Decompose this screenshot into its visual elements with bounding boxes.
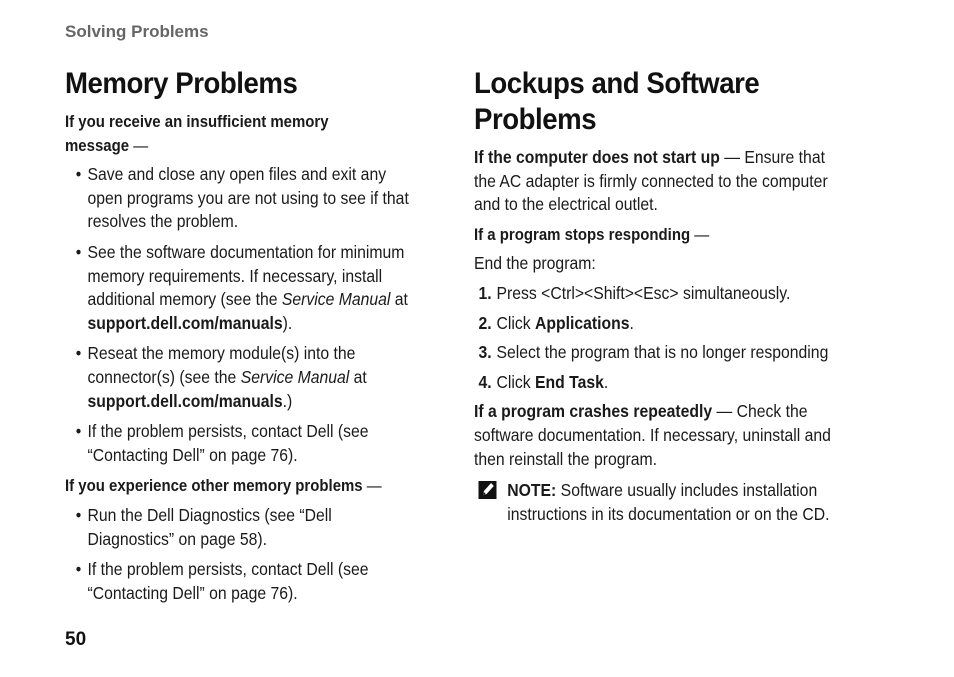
service-manual-ref: Service Manual (240, 366, 350, 387)
bullet-icon: • (75, 559, 82, 580)
bullet-icon: • (75, 343, 82, 364)
lockups-title (474, 66, 842, 138)
page-number: 50 (65, 629, 87, 650)
bullet-text: ). (282, 312, 293, 333)
steps-list (474, 282, 834, 394)
step-item (474, 282, 834, 306)
other-memory-subhead (65, 474, 408, 498)
step-number: 3. (478, 342, 492, 363)
bullet-text: Run the Dell Diagnostics (see “Dell Diagnostics” on page 58). (87, 504, 332, 549)
step-number: 1. (478, 282, 492, 303)
list-item (65, 504, 416, 551)
support-url-link[interactable]: support.dell.com/manuals (87, 390, 283, 411)
note-pencil-icon (479, 481, 497, 499)
step-text-end: . (629, 312, 634, 333)
insufficient-memory-subhead (65, 110, 408, 157)
lockups-column (474, 66, 874, 526)
step-item (474, 371, 834, 395)
memory-problems-column (65, 66, 455, 612)
list-item (65, 558, 416, 605)
bullet-text: at (349, 366, 367, 387)
bullet-icon: • (75, 421, 82, 442)
bullet-icon: • (75, 241, 82, 262)
bullet-text: If the problem persists, contact Dell (see “Contacting Dell” on page 76). (87, 559, 369, 603)
paragraph-text: — Check the software documentation. If necessary, uninstall and then reinstall the program. (474, 401, 831, 469)
step-number: 4. (478, 371, 492, 392)
subhead-text: If a program stops responding (474, 224, 691, 244)
program-stops-subhead (474, 223, 826, 247)
list-item (65, 241, 416, 335)
step-number: 2. (478, 312, 492, 333)
em-dash: — (362, 476, 382, 496)
bullet-icon: • (75, 164, 82, 185)
step-text-end: . (603, 371, 609, 392)
paragraph-text: — Ensure that the AC adapter is firmly connected to the computer and to the electrical outlet. (474, 147, 828, 215)
step-item (474, 341, 834, 365)
applications-label: Applications (535, 312, 630, 333)
note-label: NOTE: (507, 480, 557, 501)
step-item (474, 312, 834, 336)
program-crashes-paragraph (474, 400, 834, 471)
bullet-icon: • (75, 504, 82, 525)
title-line-2: Problems (474, 103, 597, 136)
other-memory-list (65, 504, 416, 605)
step-text: Select the program that is no longer responding (496, 342, 829, 363)
service-manual-ref: Service Manual (281, 289, 391, 310)
subhead-line-2: message (65, 135, 130, 155)
step-text: Press <Ctrl><Shift><Esc> simultaneously. (496, 282, 791, 303)
section-label: Solving Problems (65, 22, 209, 41)
em-dash: — (690, 224, 710, 244)
paragraph-lead: If a program crashes repeatedly (474, 401, 713, 422)
bullet-text: See the software documentation for minimum memory requirements. If necessary, install additional memory (see the (87, 241, 405, 310)
title-line-1: Lockups and Software (474, 67, 760, 100)
end-program-text: End the program: (474, 253, 596, 274)
memory-problems-title: Memory Problems (65, 67, 298, 100)
insufficient-memory-list (65, 163, 416, 467)
list-item (65, 420, 416, 467)
step-text: Click (496, 312, 536, 333)
em-dash: — (129, 135, 149, 155)
note-text: Software usually includes installation instructions in its documentation or on the CD. (507, 480, 830, 524)
list-item (65, 163, 416, 234)
computer-no-start-paragraph (474, 146, 834, 217)
bullet-text: If the problem persists, contact Dell (see “Contacting Dell” on page 76). (87, 421, 369, 465)
end-task-label: End Task (535, 371, 604, 392)
step-text: Click (496, 371, 536, 392)
bullet-text: at (390, 289, 408, 310)
subhead-text: If you experience other memory problems (65, 476, 363, 496)
paragraph-lead: If the computer does not start up (474, 147, 720, 167)
bullet-text: Reseat the memory module(s) into the connector(s) (see the (87, 343, 356, 387)
bullet-text: .) (282, 390, 293, 411)
note-box (474, 479, 834, 526)
support-url-link[interactable]: support.dell.com/manuals (87, 312, 283, 333)
list-item (65, 342, 416, 413)
subhead-line-1: If you receive an insufficient memory (65, 112, 329, 131)
bullet-text: Save and close any open files and exit any open programs you are not using to see if that resolves the problem. (87, 164, 409, 232)
